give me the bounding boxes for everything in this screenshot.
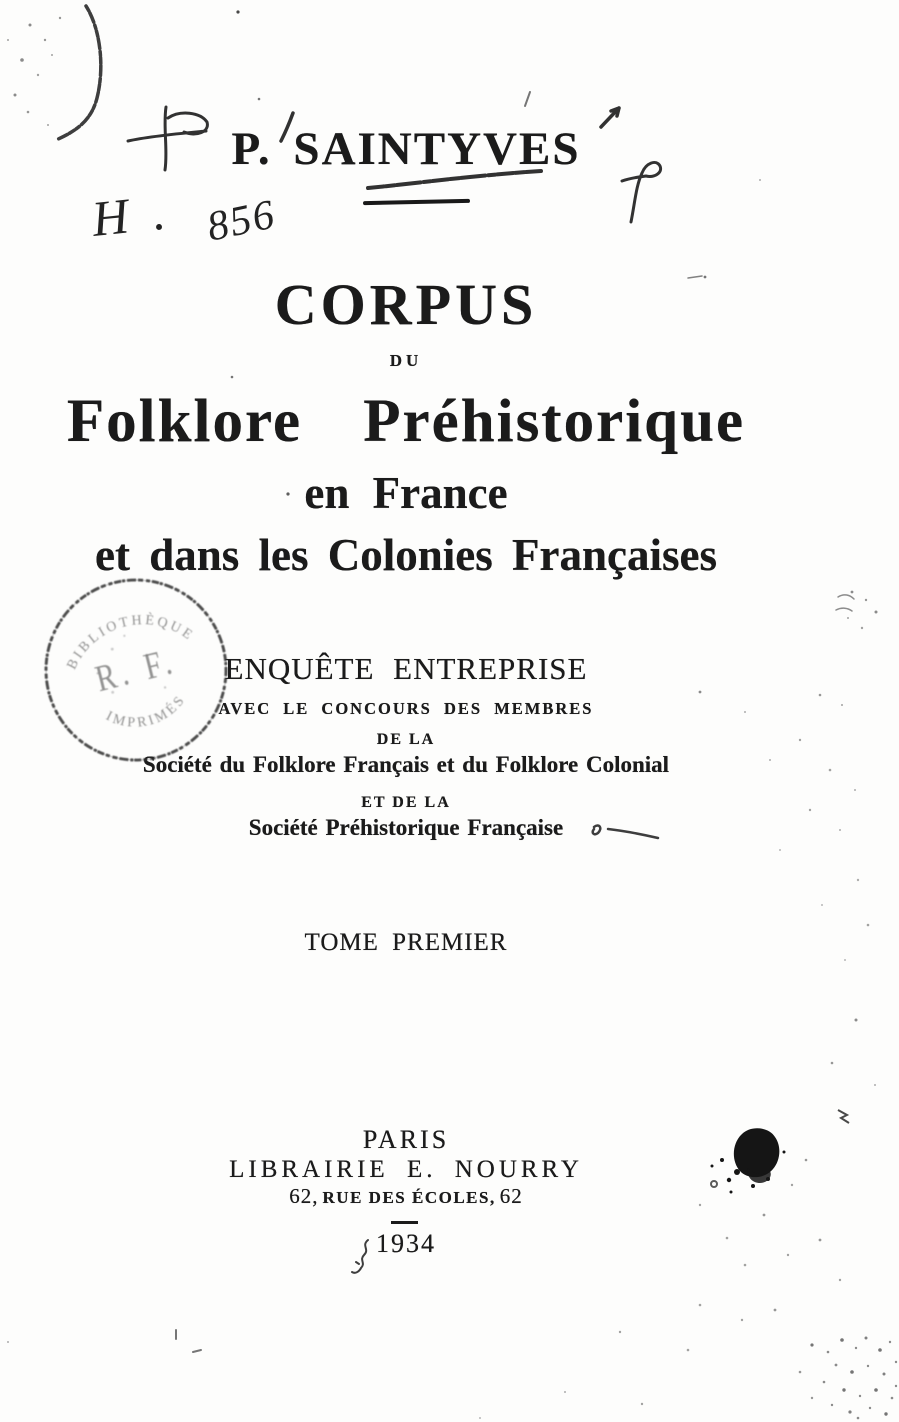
title-sub-line-1: en France	[304, 468, 508, 518]
handwritten-loop-mark	[56, 6, 101, 140]
handwritten-arrow-mark	[601, 108, 619, 127]
imprint-publisher: LIBRAIRIE E. NOURRY	[229, 1156, 583, 1183]
address-number-right: 62	[499, 1184, 523, 1208]
volume-label: TOME PREMIER	[304, 929, 508, 956]
society-prehistorique-line: Société Préhistorique Française	[248, 815, 564, 840]
imprint-divider-rule	[391, 1221, 418, 1224]
enquete-de-la: DE LA	[376, 731, 436, 748]
right-margin-squiggle	[836, 595, 854, 611]
imprint-year: 1934	[376, 1229, 436, 1258]
small-apostrophe-mark	[525, 92, 530, 106]
stamp-bottom-arc-text: IMPRIMÉS	[103, 691, 190, 731]
title-corpus: CORPUS	[274, 272, 538, 337]
enquete-et-de-la: ET DE LA	[361, 794, 451, 811]
address-street: RUE DES ÉCOLES,	[322, 1188, 496, 1207]
title-main-line: Folklore Préhistorique	[66, 388, 746, 455]
small-tick-bottom-left	[176, 1330, 201, 1352]
stamp-top-arc-text: BIBLIOTHÈQUE	[64, 612, 197, 672]
author-divider-rule	[363, 199, 470, 205]
imprint-city: PARIS	[362, 1125, 450, 1154]
enquete-concours-line: AVEC LE CONCOURS DES MEMBRES	[218, 699, 594, 718]
stamp-center-text: R. F.	[91, 640, 181, 701]
enquete-heading: ENQUÊTE ENTREPRISE	[224, 651, 588, 686]
society-folklore-line: Société du Folklore Français et du Folklore Colonial	[142, 752, 670, 777]
handwritten-shelfmark-number: 856	[202, 191, 281, 251]
title-sub-line-2: et dans les Colonies Françaises	[95, 530, 717, 580]
imprint-address	[0, 1186, 812, 1207]
address-number-left: 62,	[289, 1184, 319, 1208]
handwritten-shelfmark-letter: H .	[89, 183, 174, 247]
author-name: P. SAINTYVES	[231, 123, 581, 175]
title-du: DU	[389, 351, 423, 370]
